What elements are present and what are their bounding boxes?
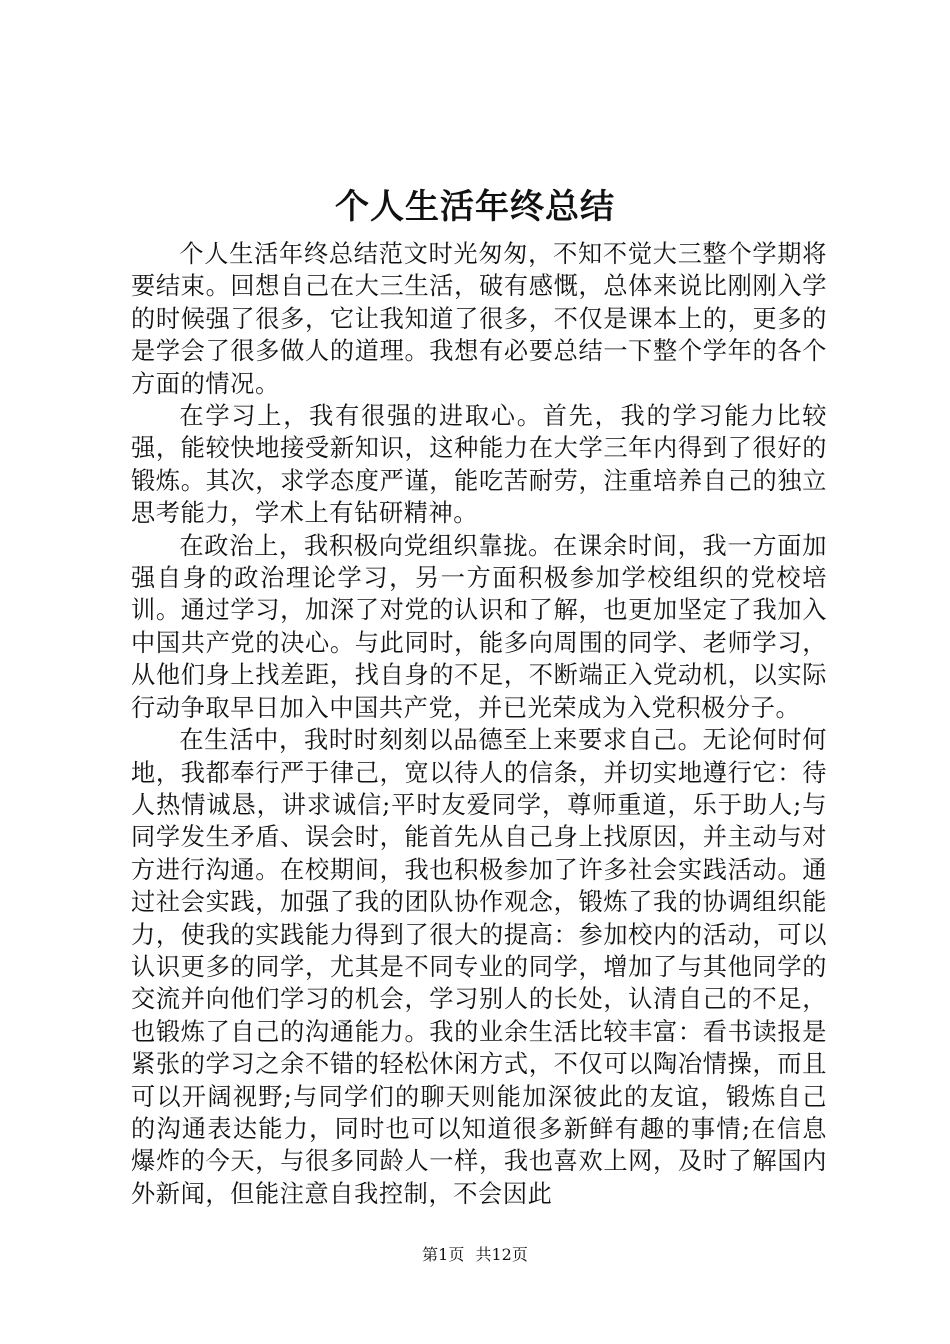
document-title: 个人生活年终总结 xyxy=(335,187,615,227)
document-body xyxy=(131,238,827,1210)
page-total: 共12页 xyxy=(475,1245,528,1264)
paragraph-intro: 个人生活年终总结范文时光匆匆，不知不觉大三整个学期将要结束。回想自己在大三生活，破有感慨，总体来说比刚刚入学的时候强了很多，它让我知道了很多，不仅是课本上的，更多的是学会了很多做人的道理。我想有必要总结一下整个学年的各个方面的情况。 xyxy=(131,240,827,398)
page-number: 第1页 xyxy=(422,1245,465,1264)
paragraph-politics: 在政治上，我积极向党组织靠拢。在课余时间，我一方面加强自身的政治理论学习，另一方面积极参加学校组织的党校培训。通过学习，加深了对党的认识和了解，也更加坚定了我加入中国共产党的决心。与此同时，能多向周围的同学、老师学习，从他们身上找差距，找自身的不足，不断端正入党动机，以实际行动争取早日加入中国共产党，并已光荣成为入党积极分子。 xyxy=(131,531,827,722)
page-footer xyxy=(0,1243,950,1267)
paragraph-life: 在生活中，我时时刻刻以品德至上来要求自己。无论何时何地，我都奉行严于律己，宽以待人的信条，并切实地遵行它：待人热情诚恳，讲求诚信;平时友爱同学，尊师重道，乐于助人;与同学发生矛盾、误会时，能首先从自己身上找原因，并主动与对方进行沟通。在校期间，我也积极参加了许多社会实践活动。通过社会实践，加强了我的团队协作观念，锻炼了我的协调组织能力，使我的实践能力得到了很大的提高：参加校内的活动，可以认识更多的同学，尤其是不同专业的同学，增加了与其他同学的交流并向他们学习的机会，学习别人的长处，认清自己的不足，也锻炼了自己的沟通能力。我的业余生活比较丰富：看书读报是紧张的学习之余不错的轻松休闲方式，不仅可以陶冶情操，而且可以开阔视野;与同学们的聊天则能加深彼此的友谊，锻炼自己的沟通表达能力，同时也可以知道很多新鲜有趣的事情;在信息爆炸的今天，与很多同龄人一样，我也喜欢上网，及时了解国内外新闻，但能注意自我控制，不会因此 xyxy=(131,726,827,1208)
paragraph-study: 在学习上，我有很强的进取心。首先，我的学习能力比较强，能较快地接受新知识，这种能力在大学三年内得到了很好的锻炼。其次，求学态度严谨，能吃苦耐劳，注重培养自己的独立思考能力，学术上有钻研精神。 xyxy=(131,402,827,528)
